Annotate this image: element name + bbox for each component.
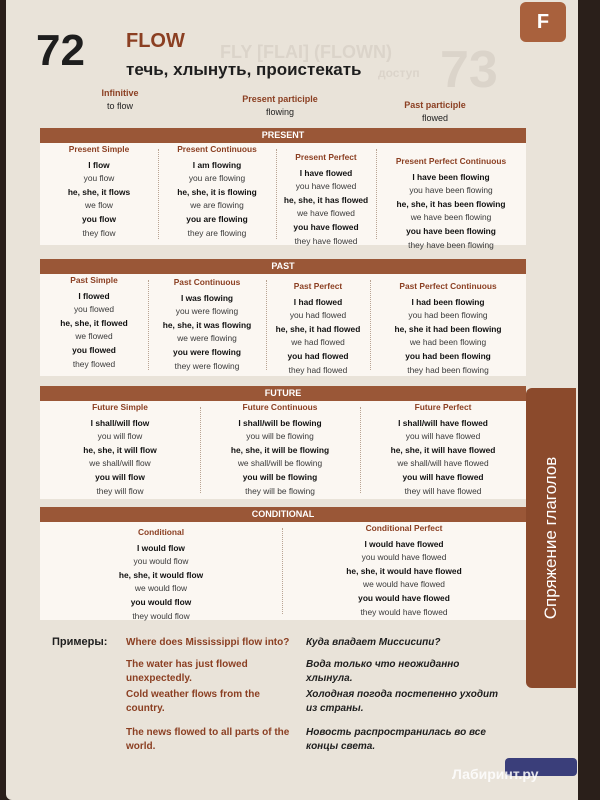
conjugation-line: you will have flowed [402,471,484,482]
conjugation-line: he, she, it was flowing [162,319,252,330]
tense-header: Present Continuous [177,144,257,154]
conjugation-line: you would flow [133,556,189,567]
present-participle: Present participle flowing [242,94,318,117]
tense-header: Conditional [137,527,185,537]
example-en: The water has just flowed unexpectedly. [126,659,248,684]
col-present-perfect-continuous [376,155,526,252]
conjugation-line: I had been flowing [411,296,485,307]
conjugation-line: you will be flowing [242,471,318,482]
example-ru: Новость распространилась во все концы света. [306,727,486,752]
tense-header: Past Simple [70,275,118,285]
conjugation-line: you have flowed [293,221,359,232]
band-future: FUTURE [40,386,526,401]
conjugation-line: I flow [88,159,110,170]
conjugation-line: you will flow [95,471,145,482]
conjugation-line: they would have flowed [360,606,448,617]
conjugation-line: we are flowing [190,200,244,211]
conjugation-line: he, she, it will have flowed [390,444,496,455]
col-present-continuous [158,143,276,240]
verb-title: FLOW [126,30,185,52]
conjugation-line: he, she, it has been flowing [396,198,506,209]
example-en: Where does Mississippi flow into? [126,637,290,648]
conjugation-line: we had been flowing [409,337,487,348]
conjugation-line: I shall/will flow [90,417,150,428]
section-conditional [40,522,526,620]
verb-translation: течь, хлынуть, проистекать [126,60,362,79]
section-present [40,143,526,250]
conjugation-line: they had been flowing [407,364,489,375]
tense-header: Future Simple [92,402,148,412]
conjugation-line: we shall/will flow [89,458,151,469]
col-past-continuous [148,276,266,373]
col-conditional [40,526,282,623]
band-present: PRESENT [40,128,526,143]
section-past [40,274,526,376]
conjugation-line: you would flow [130,596,192,607]
conjugation-line: you flow [82,213,116,224]
conjugation-line: they were flowing [174,360,240,371]
conjugation-line: you flowed [73,304,115,315]
conjugation-line: he, she, it will flow [83,444,157,455]
conjugation-line: you would have flowed [361,552,447,563]
conjugation-line: you will have flowed [405,431,481,442]
conjugation-line: we would have flowed [363,579,445,590]
past-participle: Past participle flowed [404,100,466,123]
conjugation-line: I would have flowed [364,538,444,549]
conjugation-line: I have flowed [299,167,353,178]
conjugation-line: they are flowing [187,227,247,238]
conjugation-line: you are flowing [186,213,248,224]
col-past-perfect [266,280,370,377]
conjugation-line: they will flow [96,485,144,496]
example-ru: Куда впадает Миссисипи? [306,637,441,648]
side-tab-label: Спряжение глаголов [541,456,560,620]
conjugation-line: they had flowed [288,364,348,375]
conjugation-line: we have flowed [297,208,355,219]
conjugation-line: I would flow [137,542,185,553]
conjugation-line: you flow [83,173,115,184]
conjugation-line: they flowed [72,358,116,369]
conjugation-line: we flow [85,200,113,211]
conjugation-line: I was flowing [180,292,234,303]
col-future-continuous [200,401,360,498]
conjugation-line: he, she, it flows [67,186,131,197]
conjugation-line: he, she, it flowed [60,317,128,328]
conjugation-line: we were flowing [177,333,237,344]
conjugation-line: he, she, it had flowed [275,323,361,334]
watermark: Лабиринт.ру [452,766,539,782]
conjugation-line: you would have flowed [358,592,450,603]
example-en: The news flowed to all parts of the world. [126,727,290,752]
tense-header: Conditional Perfect [365,523,443,533]
verb-forms [60,82,520,126]
example-ru: Вода только что неожиданно хлынула. [306,659,460,684]
example-ru: Холодная погода постепенно уходит из страны. [306,689,499,714]
conjugation-line: you have flowed [295,181,357,192]
conjugation-line: he, she, it would have flowed [346,565,462,576]
band-past: PAST [40,259,526,274]
tense-header: Present Perfect [295,152,357,162]
conjugation-line: we shall/will be flowing [237,458,323,469]
conjugation-line: I shall/will be flowing [238,417,322,428]
conjugation-line: they have flowed [294,235,358,246]
col-future-perfect [360,401,526,498]
infinitive: Infinitive to flow [101,88,139,111]
col-future-simple [40,401,200,498]
conjugation-line: he, she, it is flowing [177,186,257,197]
conjugation-line: they flow [82,227,116,238]
example-en: Cold weather flows from the country. [126,689,260,714]
conjugation-line: they have been flowing [408,239,494,250]
conjugation-line: I am flowing [192,159,242,170]
conjugation-line: you will flow [97,431,143,442]
examples-label: Примеры: [52,636,108,648]
conjugation-line: we flowed [75,331,113,342]
tense-header: Future Continuous [242,402,318,412]
col-past-simple [40,274,148,371]
conjugation-line: I had flowed [293,296,343,307]
tense-header: Past Perfect [293,281,343,291]
conjugation-line: you have been flowing [409,185,493,196]
conjugation-line: they would flow [132,610,190,621]
conjugation-line: we have been flowing [410,212,492,223]
col-conditional-perfect [282,522,526,619]
conjugation-line: you were flowing [173,346,241,357]
col-present-perfect [276,151,376,248]
tense-header: Future Perfect [414,402,472,412]
conjugation-line: we shall/will have flowed [397,458,489,469]
conjugation-line: he, she, it would flow [118,569,204,580]
tense-header: Present Simple [68,144,130,154]
conjugation-line: they will have flowed [404,485,482,496]
conjugation-line: he, she it had been flowing [394,323,502,334]
band-conditional: CONDITIONAL [40,507,526,522]
conjugation-line: we had flowed [291,337,345,348]
conjugation-line: we would flow [134,583,188,594]
tense-header: Past Perfect Continuous [399,281,497,291]
conjugation-line: you have been flowing [406,225,496,236]
col-present-simple [40,143,158,240]
conjugation-line: you were flowing [175,306,239,317]
verb-number: 72 [36,26,85,75]
conjugation-line: I shall/will have flowed [398,417,488,428]
tense-header: Present Perfect Continuous [395,156,507,166]
conjugation-line: you had flowed [287,350,349,361]
conjugation-line: you will be flowing [246,431,314,442]
conjugation-line: you are flowing [188,173,246,184]
letter-tab: F [520,2,566,42]
tense-header: Past Continuous [173,277,241,287]
conjugation-line: they will be flowing [245,485,315,496]
section-future [40,401,526,499]
conjugation-line: I have been flowing [412,171,490,182]
conjugation-line: he, she, it has flowed [283,194,369,205]
conjugation-line: you had flowed [289,310,347,321]
conjugation-line: he, she, it will be flowing [230,444,330,455]
conjugation-line: I flowed [78,290,110,301]
conjugation-line: you had been flowing [408,310,488,321]
col-past-perfect-continuous [370,280,526,377]
conjugation-line: you had been flowing [405,350,491,361]
conjugation-line: you flowed [72,344,116,355]
